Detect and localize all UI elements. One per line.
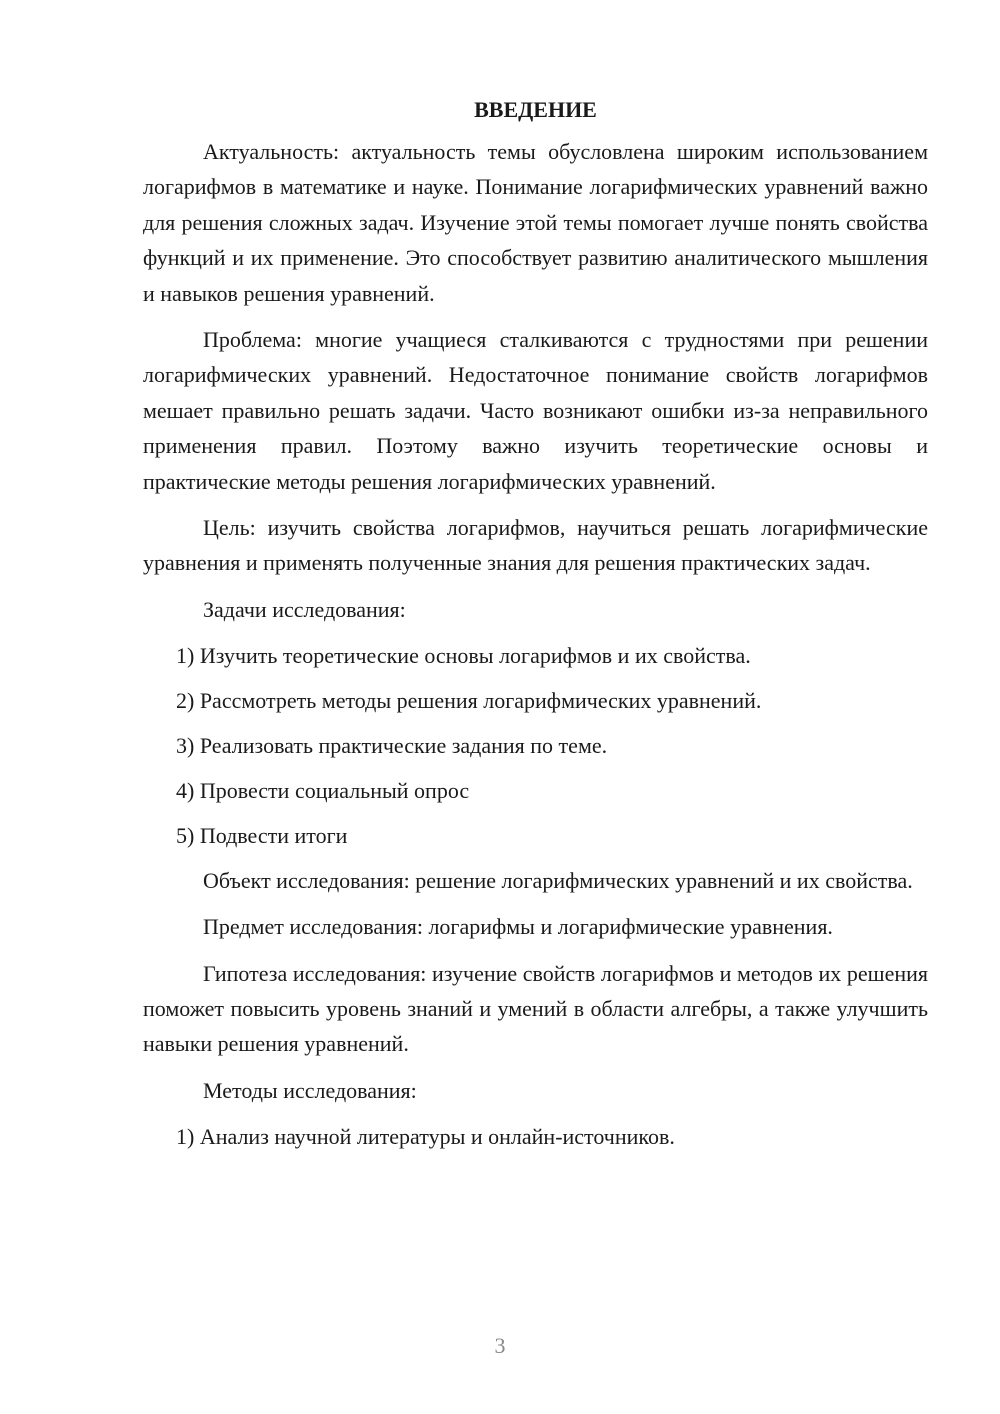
paragraph-problem: Проблема: многие учащиеся сталкиваются с трудностями при решении логарифмических уравнений. Недостаточное понимание свойств логарифмов мешает правильно решать задачи. Часто возникают ошибки из-за неправильного применения правил. Поэтому важно изучить теоретические основы и практические методы решения логарифмических уравнений. [143, 327, 928, 494]
paragraph-goal: Цель: изучить свойства логарифмов, научиться решать логарифмические уравнения и применять полученные знания для решения практических задач. [143, 515, 928, 576]
paragraph-relevance: Актуальность: актуальность темы обусловлена широким использованием логарифмов в математике и науке. Понимание логарифмических уравнений важно для решения сложных задач. Изучение этой темы помогает лучше понять свойства функций и их применение. Это способствует развитию аналитического мышления и навыков решения уравнений. [143, 139, 928, 306]
paragraph-object: Объект исследования: решение логарифмических уравнений и их свойства. [203, 867, 913, 893]
list-item: 4) Провести социальный опрос [176, 778, 470, 803]
document-page [143, 92, 928, 1164]
methods-heading: Методы исследования: [203, 1077, 417, 1103]
list-item: 3) Реализовать практические задания по теме. [176, 733, 608, 759]
paragraph-hypothesis: Гипотеза исследования: изучение свойств логарифмов и методов их решения поможет повысить уровень знаний и умений в области алгебры, а также улучшить навыки решения уравнений. [143, 960, 928, 1057]
page-number: 3 [494, 1333, 506, 1358]
methods-list [143, 1119, 928, 1154]
list-item: 5) Подвести итоги [176, 822, 348, 848]
paragraph-subject: Предмет исследования: логарифмы и логарифмические уравнения. [203, 914, 833, 940]
list-item: 1) Анализ научной литературы и онлайн-источников. [176, 1124, 675, 1150]
list-item: 2) Рассмотреть методы решения логарифмических уравнений. [176, 688, 762, 714]
tasks-list [143, 638, 928, 853]
section-title: ВВЕДЕНИЕ [474, 97, 597, 122]
tasks-heading: Задачи исследования: [203, 596, 406, 622]
list-item: 1) Изучить теоретические основы логарифмов и их свойства. [176, 643, 751, 669]
